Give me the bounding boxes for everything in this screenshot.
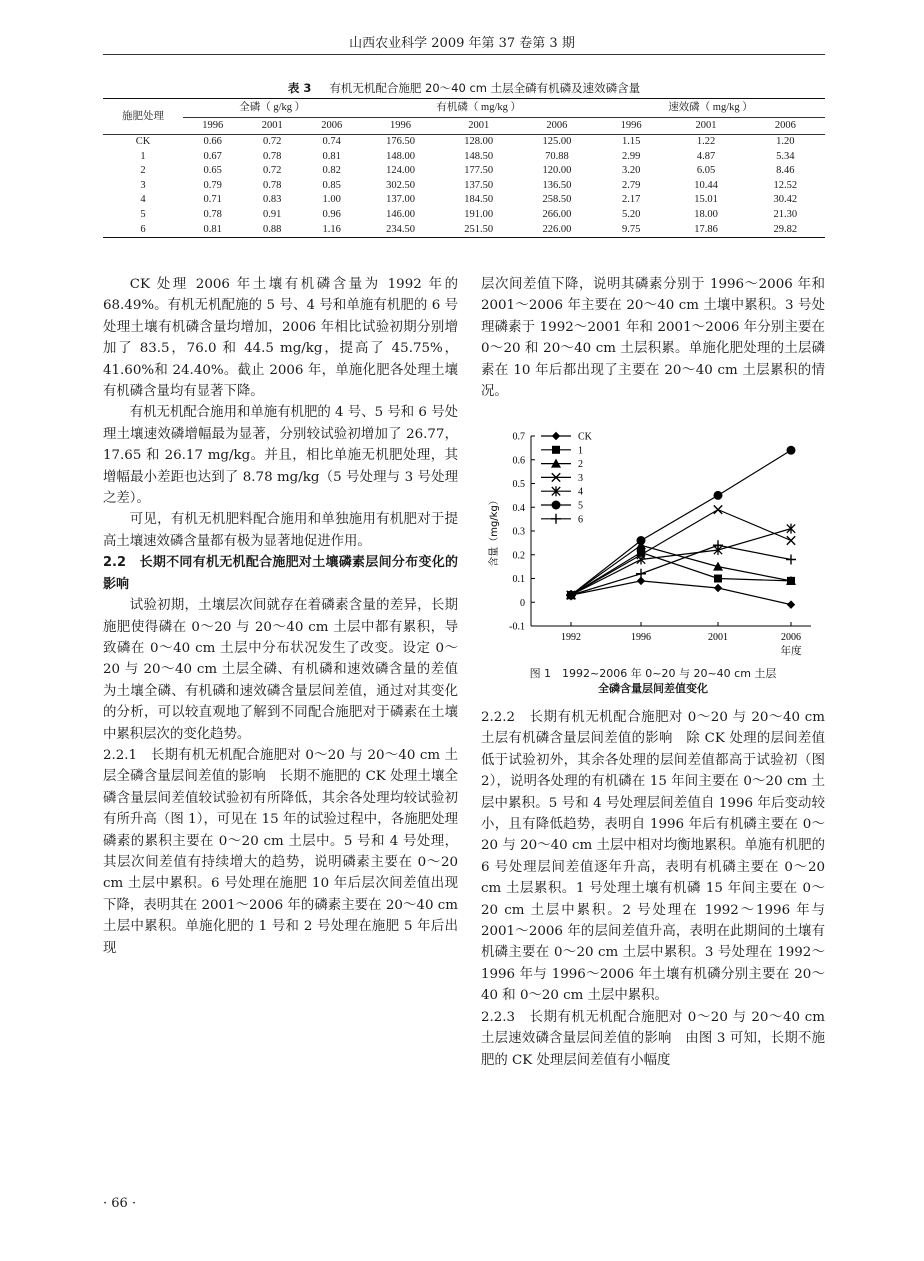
legend-marker: [552, 432, 560, 440]
value-cell: 15.01: [694, 194, 718, 206]
x-tick-label: 2006: [781, 632, 801, 643]
value-cell: 0.71: [203, 194, 222, 206]
subsection-paragraph: 2.2.1 长期有机无机配合施肥对 0～20 与 20～40 cm 土层全磷含量层间差值的影响 长期不施肥的 CK 处理土壤全磷含量层间差值较试验初有所降低，其余各处理均较试验初有所升高（图 1），可见在 15 年的试验过程中，各施肥处理磷素的累积主要在 0～20 cm 土层中。5 号和 4 号处理，其层次间差值有持续增大的趋势，说明磷素主要在 0～20 cm 土层中累积。6 号处理在施肥 10 年后层次间差值出现下降，表明其在 2001～2006 年的磷素主要在 20～40 cm 土层中累积。单施化肥的 1 号和 2 号处理在施肥 5 年后出现: [103, 747, 458, 956]
value-cell: 8.46: [776, 165, 795, 177]
value-cell: 6.05: [696, 165, 716, 177]
value-cell: 146.00: [386, 208, 415, 220]
value-cell: 136.50: [542, 179, 572, 191]
value-cell: 0.67: [203, 150, 222, 162]
paragraph: 试验初期，土壤层次间就存在着磷素含量的差异，长期施肥使得磷在 0～20 与 20～40 cm 土层中都有累积，导致磷在 0～40 cm 土层中分布状况发生了改变。设定 0～20 与 20～40 cm 土层全磷、有机磷和速效磷含量的差值为土壤全磷、有机磷和速效磷含量层间差值，通过对其变化的分析，可以较直观地了解到不同配合施肥对于磷素在土壤中累积层次的变化趋势。: [103, 598, 458, 742]
value-cell: 128.00: [464, 136, 494, 147]
value-cell: 226.00: [518, 223, 596, 238]
value-cell: 18.00: [694, 208, 718, 220]
treatment-cell: CK: [135, 136, 151, 147]
y-axis-label: 含量（mg/kg）: [489, 495, 500, 567]
year-header: 2001: [242, 118, 301, 135]
value-cell: 234.50: [361, 223, 439, 238]
value-cell: 2.99: [621, 150, 641, 162]
paragraph: 层次间差值下降，说明其磷素分别于 1996～2006 年和 2001～2006 年主要在 20～40 cm 土壤中累积。3 号处理磷素于 1992～2001 年和 2001～2006 年分别主要在 0～20 和 20～40 cm 土层积累。单施化肥处理的土层磷素在 10 年后都出现了主要在 20～40 cm 土层累积的情况。: [481, 277, 825, 400]
legend-label: 5: [578, 500, 583, 512]
table-caption: [103, 80, 825, 96]
value-cell: 9.75: [596, 223, 666, 238]
y-tick-label: 0.5: [512, 479, 525, 490]
value-cell: 125.00: [542, 136, 572, 147]
value-cell: 120.00: [542, 165, 572, 177]
x-axis-label: 年度: [780, 645, 802, 657]
year-header: 2001: [440, 118, 518, 135]
year-header: 1996: [596, 118, 666, 135]
table-row: [103, 193, 825, 208]
value-cell: 1.00: [322, 194, 341, 206]
value-cell: 10.44: [694, 179, 718, 191]
value-cell: 184.50: [464, 194, 494, 206]
data-point-3: [787, 536, 795, 544]
value-cell: 0.78: [203, 208, 222, 220]
group-organic-p: 有机磷（ mg/kg ）: [361, 99, 596, 118]
value-cell: 176.50: [386, 136, 415, 147]
series-line-3: [571, 510, 791, 596]
value-cell: 0.72: [263, 136, 282, 147]
value-cell: 0.72: [263, 165, 282, 177]
value-cell: 1.22: [696, 136, 716, 147]
legend-label: CK: [578, 431, 592, 443]
table-title: 有机无机配合施肥 20～40 cm 土层全磷有机磷及速效磷含量: [329, 81, 641, 95]
table-number: 表 3: [287, 81, 312, 95]
y-tick-label: 0.2: [512, 550, 525, 562]
group-available-p: 速效磷（ mg/kg ）: [596, 99, 825, 118]
year-header: 2006: [518, 118, 596, 135]
value-cell: 124.00: [386, 165, 415, 177]
value-cell: 2.79: [621, 179, 641, 191]
value-cell: 30.42: [773, 194, 798, 206]
right-column-bottom: [481, 707, 825, 1071]
y-tick-label: 0.4: [512, 502, 525, 514]
data-point-1: [714, 575, 722, 583]
value-cell: 148.50: [464, 150, 494, 162]
value-cell: 137.00: [386, 194, 415, 206]
data-point-5: [714, 491, 723, 500]
value-cell: 12.52: [773, 179, 798, 191]
data-point-6: [786, 555, 796, 565]
year-header: 2001: [666, 118, 745, 135]
y-tick-label: 0.7: [512, 431, 525, 443]
value-cell: 0.88: [242, 223, 301, 238]
paragraph: 可见，有机无机肥料配合施用和单独施用有机肥对于提高土壤速效磷含量都有极为显著地促进作用。: [103, 512, 458, 549]
table-row: [103, 164, 825, 179]
legend-label: 1: [578, 445, 583, 457]
value-cell: 5.34: [776, 150, 795, 162]
treatment-cell: 2: [140, 165, 146, 177]
data-point-5: [637, 536, 646, 545]
legend-marker: [551, 514, 561, 524]
y-tick-label: 0.6: [512, 455, 525, 467]
value-cell: 0.81: [183, 223, 242, 238]
left-column: [103, 274, 458, 959]
year-header: 2006: [746, 118, 825, 135]
legend-label: 4: [578, 486, 583, 498]
data-point-3: [714, 505, 722, 513]
right-column-top: [481, 274, 825, 402]
page-number: · 66 ·: [103, 1196, 137, 1211]
paragraph: CK 处理 2006 年土壤有机磷含量为 1992 年的 68.49%。有机无机配施的 5 号、4 号和单施有机肥的 6 号处理土壤有机磷含量均增加，2006 年相比试验初期分别增加了 83.5，76.0 和 44.5 mg/kg，提高了 45.75%，41.60%和 24.40%。截止 2006 年，单施化肥各处理土壤有机磷含量均有显著下降。: [103, 277, 458, 400]
year-header: 1996: [361, 118, 439, 135]
value-cell: 251.50: [440, 223, 518, 238]
table-row: [103, 135, 825, 150]
group-total-p: 全磷（ g/kg ）: [183, 99, 361, 118]
value-cell: 21.30: [773, 208, 798, 220]
figure-caption: [481, 666, 825, 696]
value-cell: 0.74: [322, 136, 341, 147]
value-cell: 5.20: [621, 208, 641, 220]
value-cell: 0.78: [263, 150, 282, 162]
x-tick-label: 1992: [561, 632, 581, 643]
value-cell: 1.16: [302, 223, 362, 238]
value-cell: 0.82: [322, 165, 341, 177]
x-tick-label: 2001: [708, 632, 728, 643]
value-cell: 2.17: [621, 194, 641, 206]
value-cell: 0.96: [322, 208, 341, 220]
y-tick-label: -0.1: [509, 621, 525, 633]
x-tick-label: 1996: [631, 632, 651, 643]
data-point-6: [636, 569, 646, 579]
figure-1-chart: [481, 424, 825, 664]
treatment-cell: 5: [140, 208, 146, 220]
value-cell: 1.20: [776, 136, 795, 147]
value-cell: 0.83: [263, 194, 282, 206]
data-point-ck: [787, 600, 795, 608]
treatment-cell: 6: [103, 223, 183, 238]
legend-label: 3: [578, 472, 583, 484]
legend-label: 2: [578, 459, 583, 471]
value-cell: 29.82: [746, 223, 825, 238]
value-cell: 0.66: [203, 136, 222, 147]
table-row: [103, 150, 825, 165]
value-cell: 266.00: [542, 208, 572, 220]
value-cell: 0.78: [263, 179, 282, 191]
legend-label: 6: [578, 514, 583, 526]
series-line-6: [571, 545, 791, 595]
legend-marker: [552, 501, 561, 510]
section-heading: 2.2 长期不同有机无机配合施肥对土壤磷素层间分布变化的影响: [103, 555, 458, 592]
data-point-4: [787, 524, 795, 534]
series-line-5: [571, 450, 791, 595]
table-row: [103, 208, 825, 223]
legend-marker: [552, 446, 560, 454]
header-rule: [103, 54, 825, 55]
value-cell: 191.00: [464, 208, 494, 220]
value-cell: 0.81: [322, 150, 341, 162]
y-tick-label: 0.1: [512, 574, 525, 585]
value-cell: 148.00: [386, 150, 415, 162]
value-cell: 137.50: [464, 179, 494, 191]
table-row: [103, 179, 825, 194]
data-point-ck: [714, 584, 722, 592]
value-cell: 17.86: [666, 223, 745, 238]
figure-caption-line2: 全磷含量层间差值变化: [598, 682, 708, 695]
value-cell: 258.50: [542, 194, 572, 206]
row-header: 施肥处理: [103, 99, 183, 135]
figure-caption-line1: 图 1 1992~2006 年 0~20 与 20~40 cm 土层: [529, 667, 777, 680]
treatment-cell: 1: [140, 150, 146, 162]
subsection-paragraph: 2.2.2 长期有机无机配合施肥对 0～20 与 20～40 cm 土层有机磷含量层间差值的影响 除 CK 处理的层间差值低于试验初外，其余各处理的层间差值都高于试验初（图 2），说明各处理的有机磷在 15 年间主要在 0～20 cm 土层中累积。5 号和 4 号处理层间差值自 1996 年后变动较小，且有降低趋势，表明自 1996 年后有机磷主要在 0～20 与 20～40 cm 土层中相对均衡地累积。单施有机肥的 6 号处理层间差值逐年升高，表明有机磷主要在 0～20 cm 土层累积。1 号处理土壤有机磷 15 年间主要在 0～20 cm 土层中累积。2 号处理在 1992～1996 年与 2001～2006 年的层间差值升高，表明在此期间的土壤有机磷主要在 0～20 cm 土层中累积。3 号处理在 1992～1996 年与 1996～2006 年土壤有机磷分别主要在 20～40 和 0～20 cm 土层中累积。: [481, 710, 825, 1004]
value-cell: 302.50: [386, 179, 415, 191]
value-cell: 0.91: [263, 208, 282, 220]
treatment-cell: 3: [140, 179, 146, 191]
value-cell: 0.85: [322, 179, 341, 191]
year-header: 1996: [183, 118, 242, 135]
subsection-paragraph: 2.2.3 长期有机无机配合施肥对 0～20 与 20～40 cm 土层速效磷含量层间差值的影响 由图 3 可知，长期不施肥的 CK 处理层间差值有小幅度: [481, 1009, 825, 1068]
data-point-5: [787, 446, 796, 455]
journal-header: 山西农业科学 2009 年第 37 卷第 3 期: [349, 36, 575, 51]
y-tick-label: 0: [520, 597, 525, 609]
value-cell: 177.50: [464, 165, 494, 177]
value-cell: 1.15: [621, 136, 641, 147]
table-row: [103, 223, 825, 238]
value-cell: 70.88: [545, 150, 569, 162]
phosphorus-table: [103, 98, 825, 238]
value-cell: 4.87: [696, 150, 716, 162]
value-cell: 0.79: [203, 179, 222, 191]
y-tick-label: 0.3: [512, 526, 525, 538]
treatment-cell: 4: [140, 194, 146, 206]
value-cell: 0.65: [203, 165, 222, 177]
paragraph: 有机无机配合施用和单施有机肥的 4 号、5 号和 6 号处理土壤速效磷增幅最为显著，分别较试验初增加了 26.77，17.65 和 26.17 mg/kg。并且，相比单施无机肥处理，其增幅最小差距也达到了 8.78 mg/kg（5 号处理与 3 号处理之差）。: [103, 405, 458, 507]
value-cell: 3.20: [621, 165, 641, 177]
year-header: 2006: [302, 118, 362, 135]
